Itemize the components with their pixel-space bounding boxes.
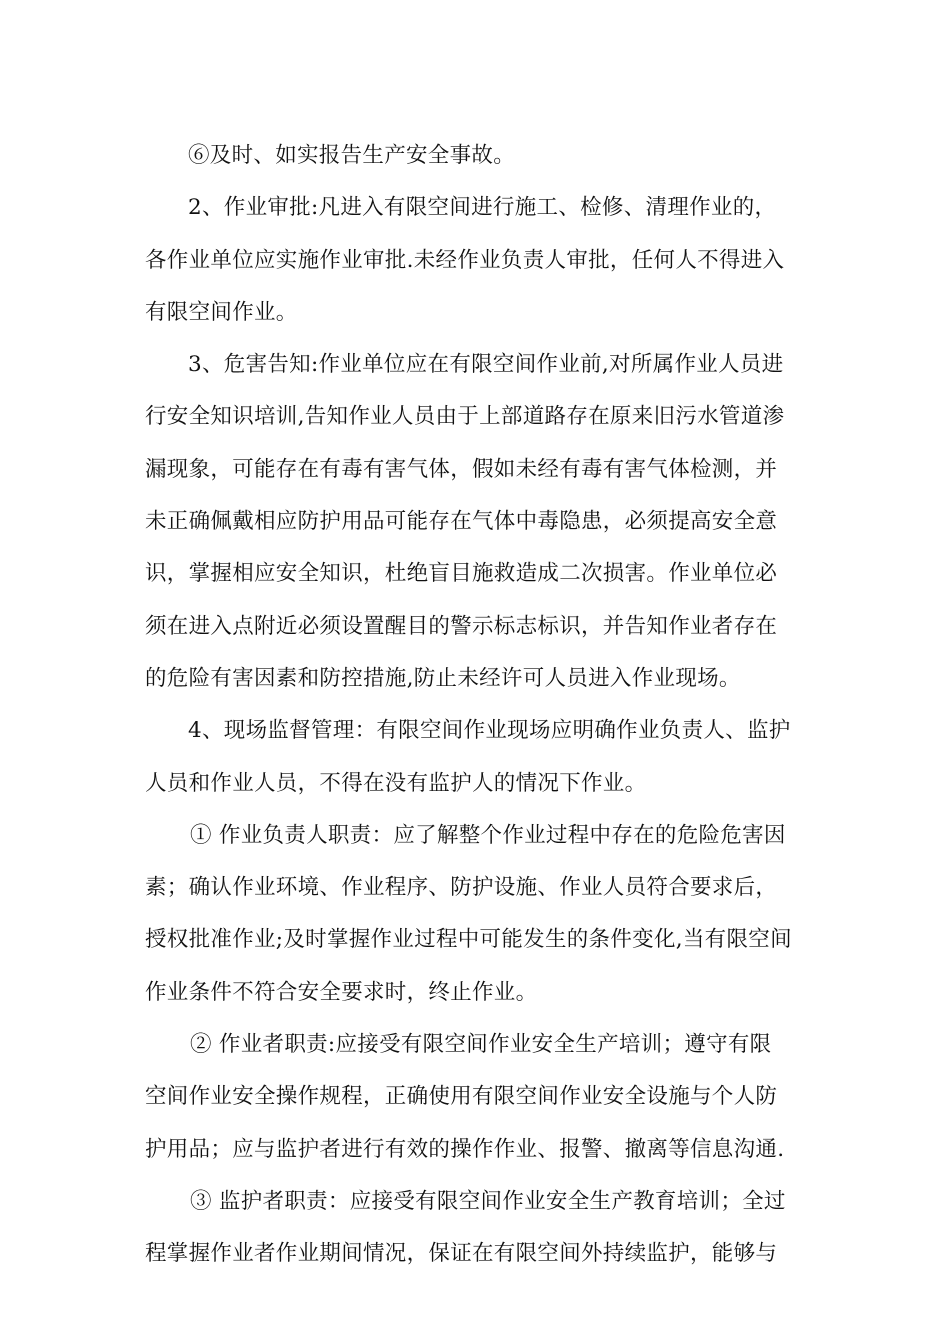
text-line: 各作业单位应实施作业审批.未经作业负责人审批，任何人不得进入 <box>145 247 785 273</box>
text-line: 空间作业安全操作规程，正确使用有限空间作业安全设施与个人防 <box>145 1084 778 1110</box>
text-line: 漏现象，可能存在有毒有害气体，假如未经有毒有害气体检测，并 <box>145 456 778 482</box>
text-line: 护用品；应与监护者进行有效的操作作业、报警、撤离等信息沟通. <box>145 1136 785 1162</box>
text-line: 识，掌握相应安全知识，杜绝盲目施救造成二次损害。作业单位必 <box>145 561 778 587</box>
text-line: 行安全知识培训,告知作业人员由于上部道路存在原来旧污水管道渗 <box>145 404 785 430</box>
text-line: 授权批准作业;及时掌握作业过程中可能发生的条件变化,当有限空间 <box>145 927 792 953</box>
text-line: ① 作业负责人职责：应了解整个作业过程中存在的危险危害因 <box>190 822 786 848</box>
text-line: 作业条件不符合安全要求时，终止作业。 <box>145 979 538 1005</box>
text-line: ③ 监护者职责：应接受有限空间作业安全生产教育培训；全过 <box>190 1188 786 1214</box>
text-line: 的危险有害因素和防控措施,防止未经许可人员进入作业现场。 <box>145 665 741 691</box>
text-line: 4、现场监督管理：有限空间作业现场应明确作业负责人、监护 <box>188 718 791 744</box>
text-line: ② 作业者职责:应接受有限空间作业安全生产培训；遵守有限 <box>190 1032 772 1058</box>
text-line: 素；确认作业环境、作业程序、防护设施、作业人员符合要求后， <box>145 875 778 901</box>
text-line: 程掌握作业者作业期间情况，保证在有限空间外持续监护，能够与 <box>145 1241 778 1267</box>
text-line: 人员和作业人员，不得在没有监护人的情况下作业。 <box>145 770 647 796</box>
text-line: 未正确佩戴相应防护用品可能存在气体中毒隐患，必须提高安全意 <box>145 509 778 535</box>
text-line: ⑥及时、如实报告生产安全事故。 <box>188 143 516 168</box>
text-line: 2、作业审批:凡进入有限空间进行施工、检修、清理作业的， <box>188 195 777 221</box>
document-body <box>145 130 805 1281</box>
text-line: 须在进入点附近必须设置醒目的警示标志标识，并告知作业者存在 <box>145 613 778 639</box>
text-line: 3、危害告知:作业单位应在有限空间作业前,对所属作业人员进 <box>188 352 784 378</box>
text-line: 有限空间作业。 <box>145 299 298 325</box>
